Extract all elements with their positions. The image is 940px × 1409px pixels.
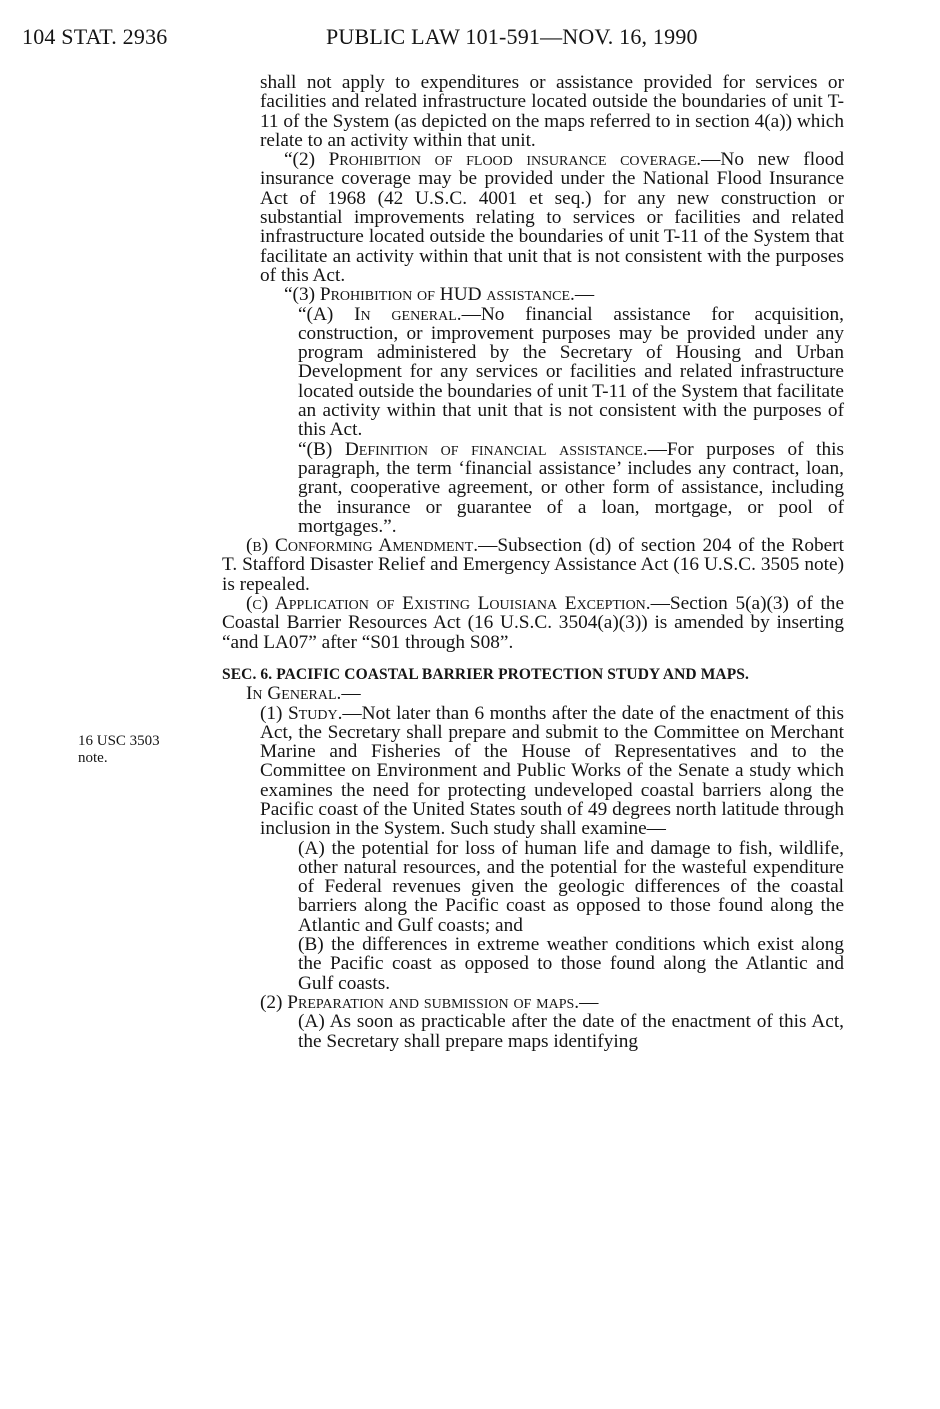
page-title: PUBLIC LAW 101-591—NOV. 16, 1990 (326, 24, 698, 49)
paragraph-flood-insurance (222, 150, 844, 285)
heading-hud-in-general: “(A) In general. (298, 303, 462, 325)
paragraph-louisiana-exception (222, 594, 844, 652)
paragraph-hud-assistance (222, 285, 844, 304)
paragraph-study-a: (A) the potential for loss of human life and damage to fish, wildlife, other natural resources, and the potential for the wasteful expenditure of Federal revenues given the geologic differences of the coastal barriers along the Pacific coast as opposed to those found along the Atlantic and Gulf coasts; and (298, 837, 844, 936)
text-conforming-amendment: —Subsection (d) of section 204 of the Robert T. Stafford Disaster Relief and Emergency Assistance Act (16 U.S.C. 3505 note) is repealed. (222, 535, 844, 595)
text-louisiana-exception: —Section 5(a)(3) of the Coastal Barrier Resources Act (16 U.S.C. 3504(a)(3)) is amended by inserting “and LA07” after “S01 through S08”. (222, 593, 845, 653)
paragraph-continuation: shall not apply to expenditures or assistance provided for services or facilities and related infrastructure located outside the boundaries of unit T-11 of the System (as depicted on the maps referred to in section 4(a)) which relate to an activity within that unit. (260, 72, 844, 151)
paragraph-conforming-amendment (222, 536, 844, 594)
text-in-general: — (341, 683, 361, 705)
heading-financial-assistance: “(B) Definition of financial assistance. (298, 438, 648, 460)
heading-maps: (2) Preparation and submission of maps. (260, 991, 580, 1013)
paragraph-maps (222, 993, 844, 1012)
margin-note-label: note. (78, 750, 108, 766)
heading-hud-assistance: “(3) Prohibition of HUD assistance. (284, 284, 575, 306)
section-6-heading (222, 664, 844, 684)
margin-citation: 16 USC 3503 (78, 733, 160, 749)
paragraph-financial-assistance (222, 440, 844, 536)
text-study: —Not later than 6 months after the date of the enactment of this Act, the Secretary shall prepare and submit to the Committee on Merchant Marine and Fisheries of the House of Representatives and to the Committee on Environment and Public Works of the Senate a study which examines the need for protecting undeveloped coastal barriers along the Pacific coast of the United States south of 49 degrees north latitude through inclusion in the System. Such study shall examine— (260, 702, 844, 840)
text-maps: — (579, 991, 599, 1013)
heading-in-general: In General. (246, 683, 342, 705)
paragraph-in-general (222, 684, 844, 703)
text-flood-insurance: —No new flood insurance coverage may be provided under the National Flood Insurance Act of 1968 (42 U.S.C. 4001 et seq.) for any new construction or substantial improvements relating to services or facilities and related infrastructure located outside the boundaries of unit T-11 of the System that facilitate an activity within that unit that is not consistent with the purposes of this Act. (260, 149, 845, 286)
paragraph-study-b: (B) the differences in extreme weather conditions which exist along the Pacific coast as opposed to those found along the Atlantic and Gulf coasts. (298, 934, 844, 994)
stat-reference: 104 STAT. 2936 (22, 24, 168, 49)
text-financial-assistance: —For purposes of this paragraph, the term ‘financial assistance’ includes any contract, loan, grant, cooperative agreement, or other form of assistance, including the insurance or guarantee of a loan, mortgage, or pool of mortgages.”. (298, 438, 844, 537)
paragraph-maps-a: (A) As soon as practicable after the date of the enactment of this Act, the Secretary shall prepare maps identifying (298, 1011, 844, 1052)
heading-flood-insurance: “(2) Prohibition of flood insurance coverage. (284, 149, 702, 171)
section-6-title: SEC. 6. PACIFIC COASTAL BARRIER PROTECTION STUDY AND MAPS. (222, 665, 749, 683)
paragraph-hud-in-general (222, 305, 844, 440)
margin-note (78, 733, 198, 767)
paragraph-study (222, 704, 844, 839)
text-hud-assistance: — (574, 284, 595, 306)
heading-study: (1) Study. (260, 702, 343, 724)
document-body (222, 73, 844, 1051)
heading-conforming-amendment: (b) Conforming Amendment. (246, 535, 479, 557)
text-hud-in-general: —No financial assistance for acquisition, construction, or improvement purposes may be provided under any program administered by the Secretary of Housing and Urban Development for any services or facilities and related infrastructure located outside the boundaries of unit T-11 of the System that facilitate an activity within that unit that is not consistent with the purposes of this Act. (298, 303, 844, 441)
heading-louisiana-exception: (c) Application of Existing Louisiana Exception. (246, 593, 651, 615)
